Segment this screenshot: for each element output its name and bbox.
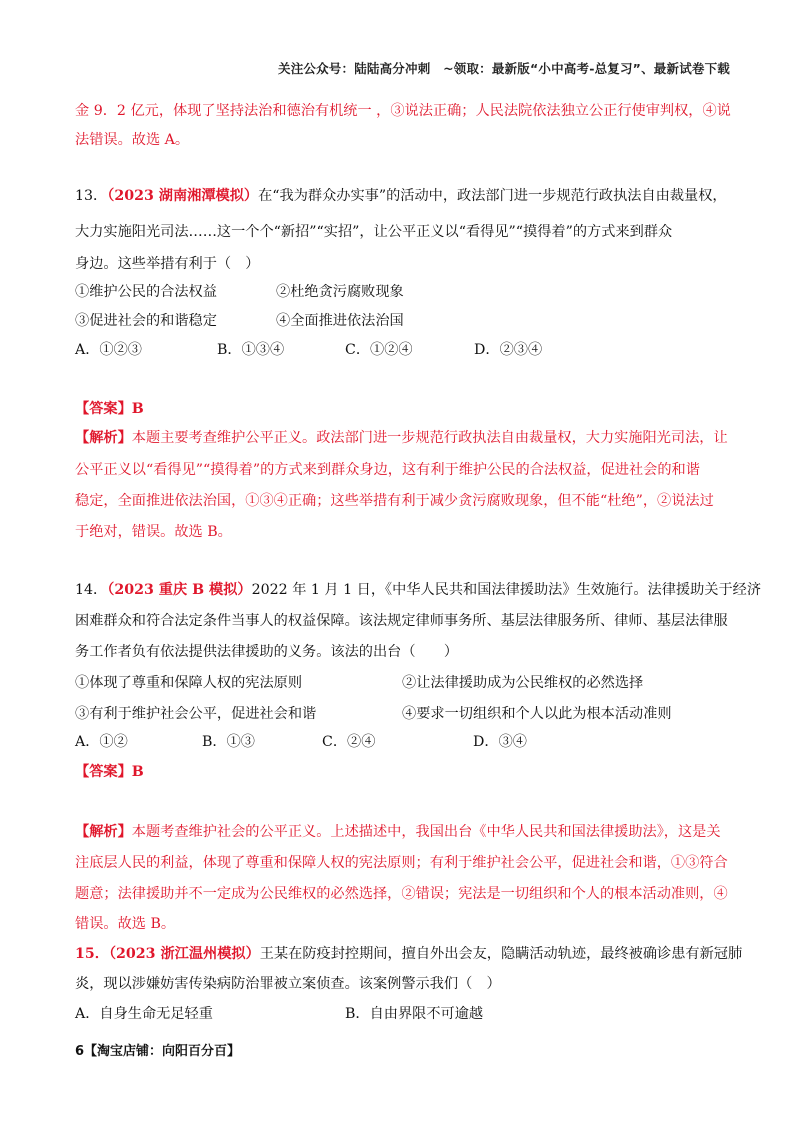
q14-analysis-line-4: 错误。故选 B。 xyxy=(75,916,176,932)
q13-option-b: B．①③④ xyxy=(217,342,285,358)
q14-answer: 【答案】B xyxy=(75,764,144,780)
q15-stem-line-1 xyxy=(75,944,742,964)
q14-stem-text-1: 2022 年 1 月 1 日，《中华人民共和国法律援助法》生效施行。法律援助关于经济 xyxy=(251,582,762,598)
q13-option-c: C．①②④ xyxy=(345,342,413,358)
q13-item-3: ③促进社会的和谐稳定 xyxy=(75,313,217,329)
prev-analysis-line-1: 金 9．2 亿元，体现了坚持法治和德治有机统一 ，③说法正确；人民法院依法独立公正行使审判权，④说 xyxy=(75,103,731,119)
q13-item-1: ①维护公民的合法权益 xyxy=(75,284,217,300)
q13-number: 13． xyxy=(75,188,108,204)
q14-source: （2023 重庆 B 模拟） xyxy=(107,582,252,598)
q14-option-a: A．①② xyxy=(75,734,128,750)
q14-option-d: D．③④ xyxy=(473,734,527,750)
q13-analysis-line-3: 稳定，全面推进依法治国，①③④正确；这些举措有利于减少贪污腐败现象，但不能“杜绝”，②说法过 xyxy=(75,493,714,509)
q14-option-b: B．①③ xyxy=(202,734,255,750)
q15-stem-line-2: 炎，现以涉嫌妨害传染病防治罪被立案侦查。该案例警示我们（ ） xyxy=(75,976,501,992)
q15-stem-text-1: 王某在防疫封控期间，擅自外出会友，隐瞒活动轨迹，最终被确诊患有新冠肺 xyxy=(259,946,743,962)
q14-analysis-label: 【解析】 xyxy=(75,824,132,840)
q15-source: （2023 浙江温州模拟） xyxy=(108,946,260,962)
q14-stem-line-1 xyxy=(75,580,761,600)
q13-analysis-line-2: 公平正义以“看得见”“摸得着”的方式来到群众身边，这有利于维护公民的合法权益，促进社会的和谐 xyxy=(75,462,700,478)
q13-answer: 【答案】B xyxy=(75,401,144,417)
q15-number: 15． xyxy=(75,946,109,962)
q13-item-4: ④全面推进依法治国 xyxy=(276,313,404,329)
q14-item-4: ④要求一切组织和个人以此为根本活动准则 xyxy=(402,706,672,722)
q13-analysis-label: 【解析】 xyxy=(75,430,132,446)
q13-item-2: ②杜绝贪污腐败现象 xyxy=(276,284,404,300)
page-footer: 6【淘宝店铺：向阳百分百】 xyxy=(75,1044,241,1059)
q13-option-d: D．②③④ xyxy=(474,342,543,358)
q13-source: （2023 湖南湘潭模拟） xyxy=(107,188,259,204)
q15-option-a: A．自身生命无足轻重 xyxy=(75,1006,213,1022)
q13-option-a: A．①②③ xyxy=(75,342,142,358)
q14-number: 14． xyxy=(75,582,108,598)
q13-analysis-line-4: 于绝对，错误。故选 B。 xyxy=(75,524,232,540)
q13-analysis-text-1: 本题主要考查维护公平正义。政法部门进一步规范行政执法自由裁量权，大力实施阳光司法，让 xyxy=(131,430,728,446)
q15-option-b: B．自由界限不可逾越 xyxy=(345,1006,484,1022)
q14-option-c: C．②④ xyxy=(322,734,376,750)
q13-stem-line-2: 大力实施阳光司法……这一个个“新招”“实招”，让公平正义以“看得见”“摸得着”的方式来到群众 xyxy=(75,224,673,240)
q14-analysis-line-1 xyxy=(75,822,721,842)
prev-analysis-line-2: 法错误。故选 A。 xyxy=(75,132,190,148)
q13-analysis-line-1 xyxy=(75,428,728,448)
q14-stem-line-2: 困难群众和符合法定条件当事人的权益保障。该法规定律师事务所、基层法律服务所、律师、基层法律服 xyxy=(75,613,728,629)
q13-stem-line-3: 身边。这些举措有利于（ ） xyxy=(75,256,260,272)
q14-stem-line-3: 务工作者负有依法提供法律援助的义务。该法的出台（ ） xyxy=(75,644,459,660)
q14-item-1: ①体现了尊重和保障人权的宪法原则 xyxy=(75,675,303,691)
q14-item-3: ③有利于维护社会公平，促进社会和谐 xyxy=(75,706,317,722)
q13-stem-text-1: 在“我为群众办实事”的活动中，政法部门进一步规范行政执法自由裁量权， xyxy=(258,188,727,204)
q14-analysis-text-1: 本题考查维护社会的公平正义。上述描述中，我国出台《中华人民共和国法律援助法》，这是关 xyxy=(131,824,721,840)
q13-stem-line-1 xyxy=(75,186,727,206)
page-header: 关注公众号：陆陆高分冲刺 ~领取：最新版“小中高考-总复习”、最新试卷下载 xyxy=(278,61,730,76)
q14-analysis-line-2: 注底层人民的利益，体现了尊重和保障人权的宪法原则；有利于维护社会公平，促进社会和谐，①③符合 xyxy=(75,855,728,871)
q14-analysis-line-3: 题意；法律援助并不一定成为公民维权的必然选择，②错误；宪法是一切组织和个人的根本活动准则，④ xyxy=(75,886,728,902)
q14-item-2: ②让法律援助成为公民维权的必然选择 xyxy=(402,675,644,691)
